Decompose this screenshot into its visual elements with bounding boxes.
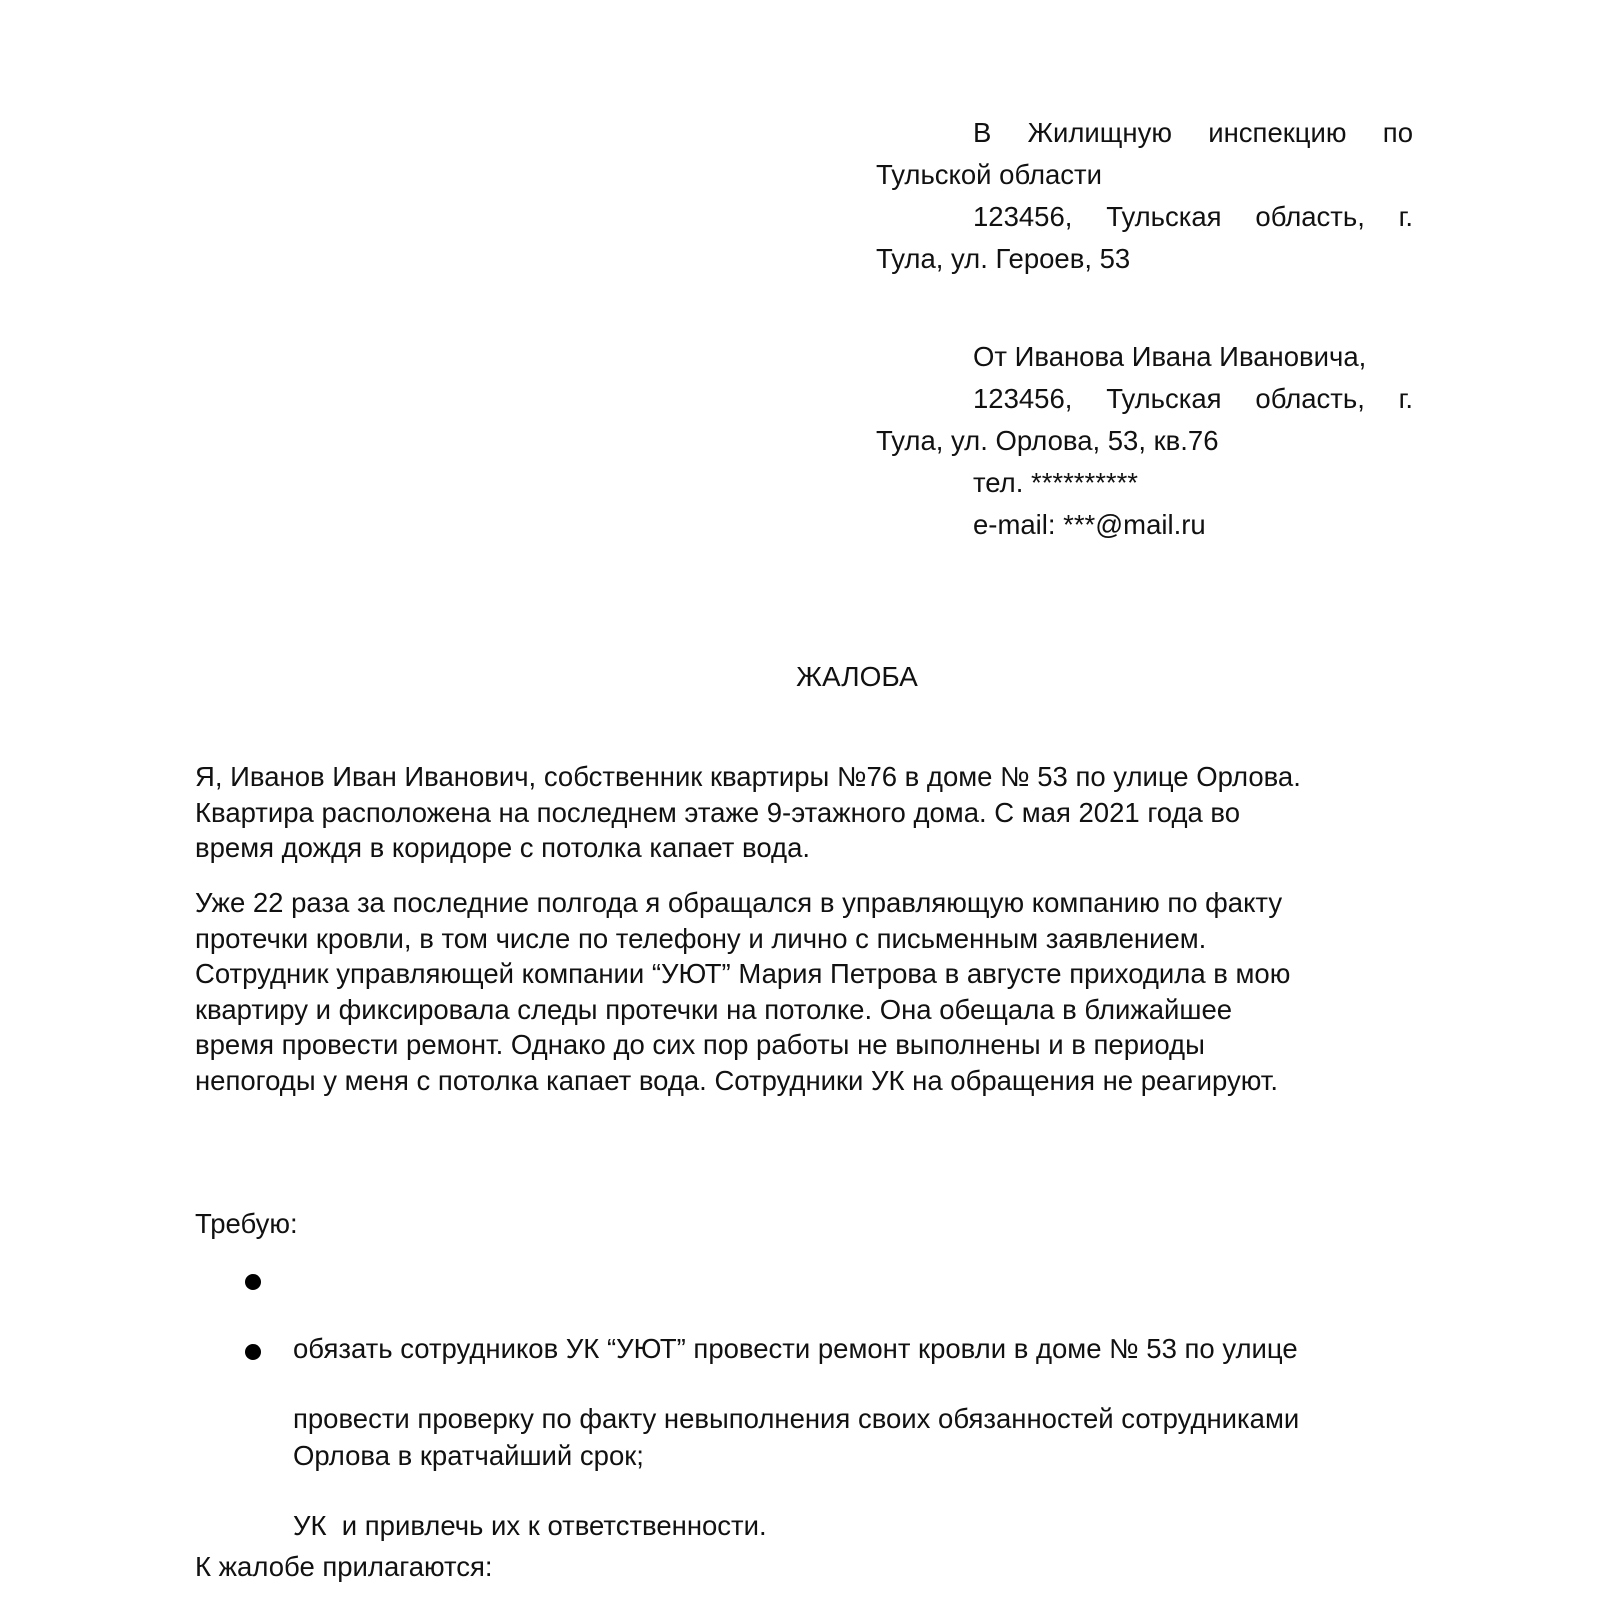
demands-heading: Требую: — [195, 1208, 298, 1239]
paragraph-line: Уже 22 раза за последние полгода я обращался в управляющую компанию по факту — [195, 887, 1283, 918]
paragraph-line: квартиру и фиксировала следы протечки на потолке. Она обещала в ближайшее — [195, 993, 1233, 1025]
sender-address-line-2: Тула, ул. Орлова, 53, кв.76 — [876, 425, 1219, 456]
bullet-icon — [245, 1274, 261, 1290]
paragraph-1 — [195, 759, 1425, 866]
sender-email: e-mail: ***@mail.ru — [973, 509, 1206, 540]
paragraph-line: непогоды у меня с потолка капает вода. Сотрудники УК на обращения не реагируют. — [195, 1064, 1278, 1096]
paragraph-line: время провести ремонт. Однако до сих пор работы не выполнены и в периоды — [195, 1029, 1205, 1060]
bullet-icon — [245, 1344, 261, 1360]
sender-phone: тел. ********** — [973, 467, 1139, 498]
paragraph-line: протечки кровли, в том числе по телефону и лично с письменным заявлением. — [195, 922, 1207, 954]
paragraph-line: Я, Иванов Иван Иванович, собственник квартиры №76 в доме № 53 по улице Орлова. — [195, 761, 1301, 792]
paragraph-line: Сотрудник управляющей компании “УЮТ” Мария Петрова в августе приходила в мою — [195, 958, 1291, 989]
paragraph-line: время дождя в коридоре с потолка капает вода. — [195, 832, 811, 863]
sender-address-line-1: 123456, Тульская область, г. — [973, 383, 1413, 414]
attachments-heading: К жалобе прилагаются: — [195, 1551, 493, 1582]
demand-line: обязать сотрудников УК “УЮТ” провести ремонт кровли в доме № 53 по улице — [293, 1333, 1298, 1364]
demand-line: УК и привлечь их к ответственности. — [293, 1509, 767, 1541]
recipient-line-3: 123456, Тульская область, г. — [973, 201, 1413, 232]
demand-line: провести проверку по факту невыполнения своих обязанностей сотрудниками — [293, 1403, 1300, 1434]
recipient-line-2: Тульской области — [876, 159, 1103, 190]
paragraph-line: Квартира расположена на последнем этаже 9-этажного дома. С мая 2021 года во — [195, 796, 1241, 828]
recipient-line-1: В Жилищную инспекцию по — [973, 117, 1413, 148]
recipient-line-4: Тула, ул. Героев, 53 — [876, 243, 1131, 274]
sender-name: От Иванова Ивана Ивановича, — [973, 341, 1367, 372]
paragraph-2 — [195, 885, 1425, 1098]
demand-line: Орлова в кратчайший срок; — [293, 1439, 644, 1471]
document-title: ЖАЛОБА — [796, 661, 918, 692]
